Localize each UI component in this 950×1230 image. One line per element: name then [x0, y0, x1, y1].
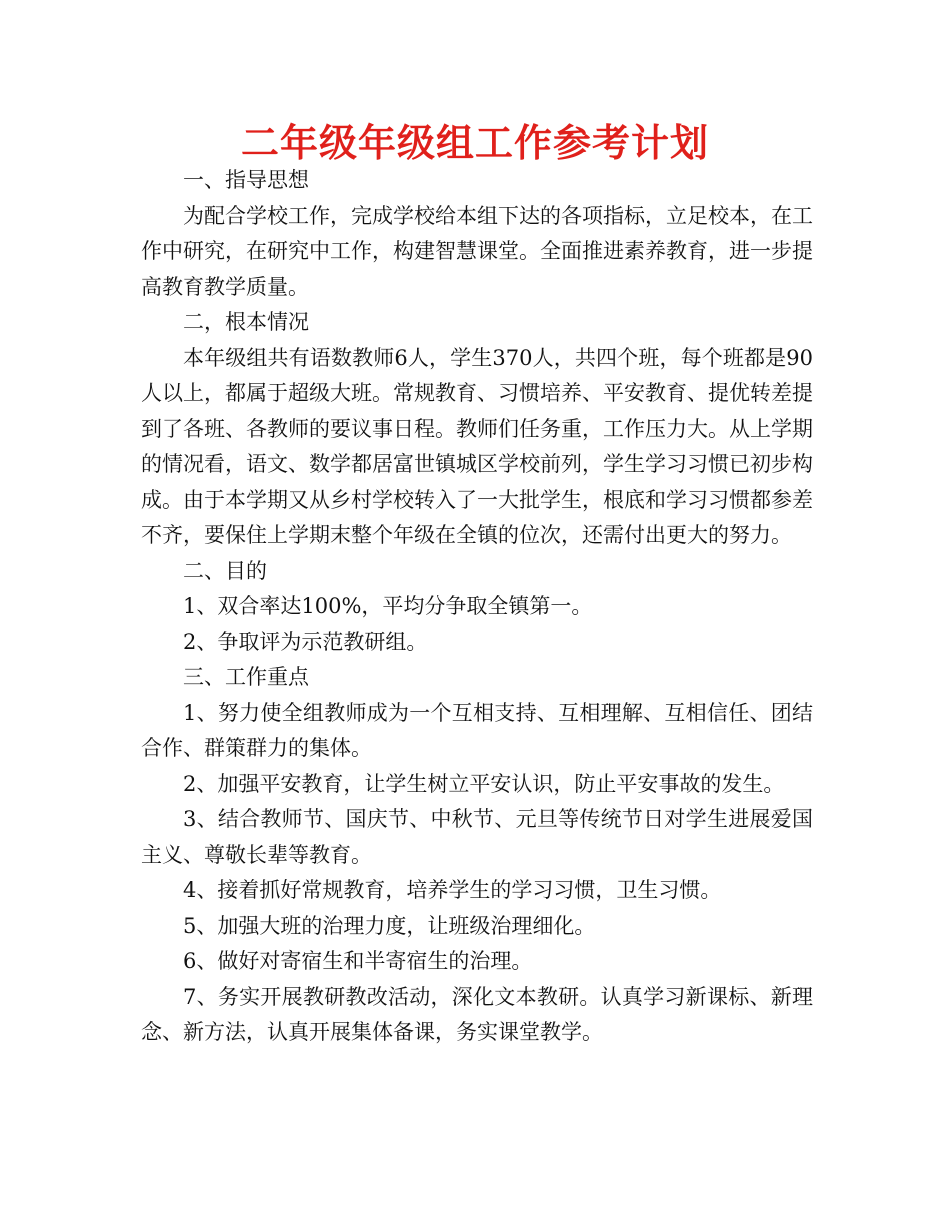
list-item-goal-1: 1、双合率达100%，平均分争取全镇第一。 — [183, 594, 593, 618]
document-body — [141, 163, 813, 1051]
section-heading-goals: 二、目的 — [183, 558, 267, 583]
list-item-focus-1: 1、努力使全组教师成为一个互相支持、互相理解、互相信任、团结合作、群策群力的集体。 — [141, 700, 813, 760]
paragraph-basic-situation: 本年级组共有语数教师6人，学生370人，共四个班，每个班都是90人以上，都属于超级大班。常规教育、习惯培养、平安教育、提优转差提到了各班、各教师的要议事日程。教师们任务重，工作压力大。从上学期的情况看，语文、数学都居富世镇城区学校前列，学生学习习惯已初步构成。由于本学期又从乡村学校转入了一大批学生，根底和学习习惯都参差不齐，要保住上学期末整个年级在全镇的位次，还需付出更大的努力。 — [141, 345, 813, 547]
list-item-goal-2: 2、争取评为示范教研组。 — [183, 629, 428, 654]
list-item-focus-7: 7、务实开展教研教改活动，深化文本教研。认真学习新课标、新理念、新方法，认真开展集体备课，务实课堂教学。 — [141, 984, 813, 1044]
list-item-focus-3: 3、结合教师节、国庆节、中秋节、元旦等传统节日对学生进展爱国主义、尊敬长辈等教育。 — [141, 807, 813, 867]
list-item-focus-2: 2、加强平安教育，让学生树立平安认识，防止平安事故的发生。 — [183, 771, 785, 796]
list-item-focus-4: 4、接着抓好常规教育，培养学生的学习习惯，卫生习惯。 — [183, 878, 722, 902]
list-item-focus-5: 5、加强大班的治理力度，让班级治理细化。 — [183, 913, 596, 938]
section-heading-basic-situation: 二，根本情况 — [183, 310, 309, 334]
section-heading-guiding-ideology: 一、指导思想 — [183, 168, 309, 192]
section-heading-work-focus: 三、工作重点 — [183, 665, 309, 689]
document-title: 二年级年级组工作参考计划 — [240, 121, 709, 165]
list-item-focus-6: 6、做好对寄宿生和半寄宿生的治理。 — [183, 949, 533, 973]
paragraph-guiding-ideology: 为配合学校工作，完成学校给本组下达的各项指标，立足校本，在工作中研究，在研究中工作，构建智慧课堂。全面推进素养教育，进一步提高教育教学质量。 — [141, 203, 813, 299]
